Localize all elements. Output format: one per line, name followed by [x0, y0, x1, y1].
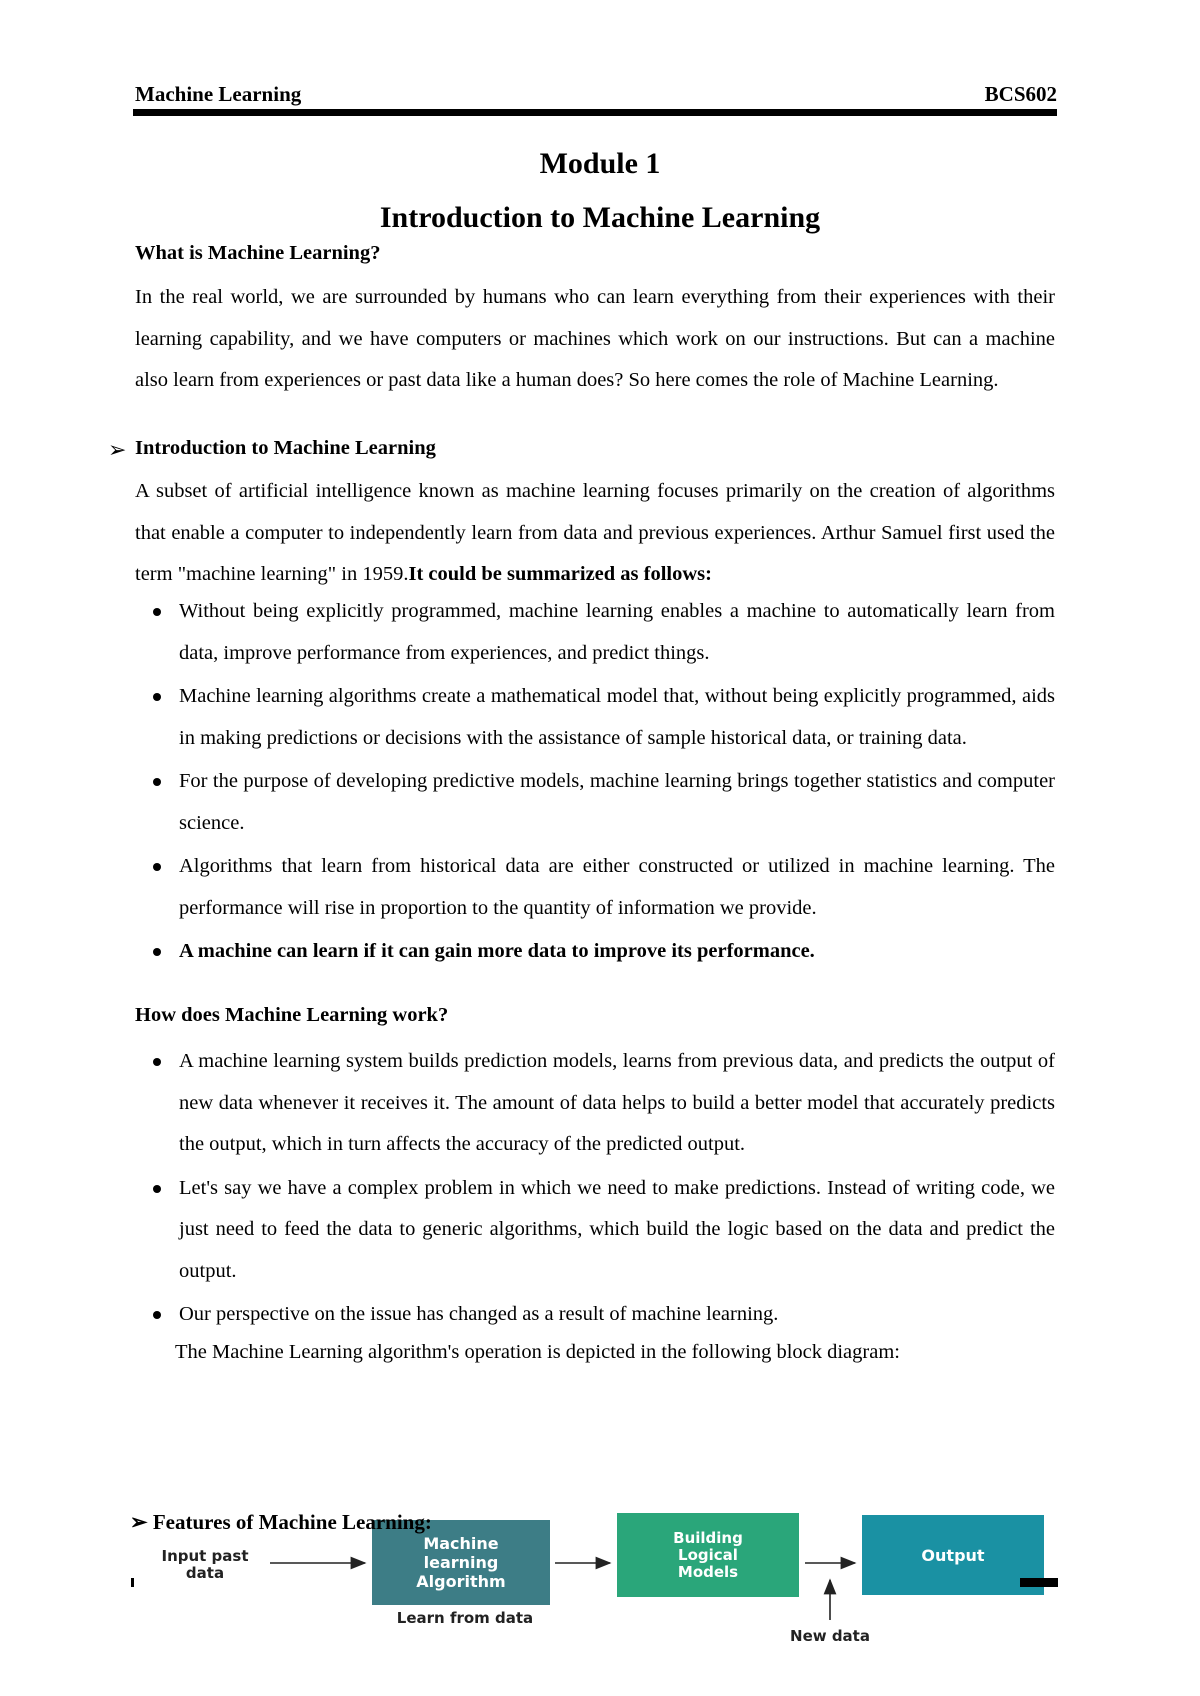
list-item: A machine can learn if it can gain more data to improve its performance. [135, 931, 1055, 973]
how-ml-works-bullet-list [135, 1041, 1055, 1338]
footer-rule-left [131, 1578, 134, 1587]
arrow-bullet-icon: ➢ [108, 437, 127, 462]
list-item: Machine learning algorithms create a mathematical model that, without being explicitly programmed, aids in making predictions or decisions with the assistance of sample historical data, or training data. [135, 676, 1055, 759]
diagram-input-label: Input past data [161, 1547, 249, 1582]
diagram-box-logical-models [617, 1513, 799, 1597]
section-paragraph-intro: A subset of artificial intelligence known as machine learning focuses primarily on the creation of algorithms that enable a computer to independently learn from data and previous experiences. Arthur Samuel first used the term "machine learning" in 1959.It could be summarized as follows: [135, 480, 1055, 585]
diagram-box-ml-algorithm-label: Machine learning Algorithm [416, 1534, 506, 1591]
list-item: Without being explicitly programmed, machine learning enables a machine to automatically learn from data, improve performance from experiences, and predict things. [135, 591, 1055, 674]
summary-lead-in: It could be summarized as follows: [408, 563, 712, 585]
bullet-dot-icon [153, 608, 161, 616]
intro-bullet-list [135, 591, 1055, 975]
diagram-box-output-label: Output [921, 1545, 985, 1565]
diagram-intro-text: The Machine Learning algorithm's operation is depicted in the following block diagram: [175, 1341, 900, 1363]
bullet-dot-icon [153, 693, 161, 701]
bullet-dot-icon [153, 1311, 161, 1319]
section-heading-intro: Introduction to Machine Learning [135, 437, 436, 459]
section-paragraph-what-is-ml: In the real world, we are surrounded by humans who can learn everything from their experiences with their learning capability, and we have computers or machines which work on our instructions. But can a machine also learn from experiences or past data like a human does? So here comes the role of Machine Learning. [135, 286, 1055, 391]
section-heading-how-ml-works: How does Machine Learning work? [135, 1004, 449, 1026]
diagram-learn-label: Learn from data [396, 1609, 534, 1627]
section-heading-what-is-ml: What is Machine Learning? [135, 242, 381, 264]
header-course-code: BCS602 [984, 82, 1057, 106]
list-item: Our perspective on the issue has changed as a result of machine learning. [135, 1294, 1055, 1336]
arrow-bullet-icon: ➢ [130, 1510, 148, 1534]
bullet-dot-icon [153, 778, 161, 786]
list-item: Algorithms that learn from historical data are either constructed or utilized in machine learning. The performance will rise in proportion to the quantity of information we provide. [135, 846, 1055, 929]
bullet-dot-icon [153, 948, 161, 956]
section-heading-features: ➢ Features of Machine Learning: [130, 1510, 432, 1534]
list-item: A machine learning system builds prediction models, learns from previous data, and predicts the output of new data whenever it receives it. The amount of data helps to build a better model that accurately predicts the output, which in turn affects the accuracy of the predicted output. [135, 1041, 1055, 1166]
bullet-dot-icon [153, 1058, 161, 1066]
module-title: Module 1 [539, 147, 661, 180]
diagram-box-output [862, 1515, 1044, 1595]
list-item: For the purpose of developing predictive models, machine learning brings together statistics and computer science. [135, 761, 1055, 844]
bullet-dot-icon [153, 863, 161, 871]
diagram-new-data-label: New data [790, 1627, 870, 1645]
header-course-title: Machine Learning [135, 82, 302, 106]
header-rule [133, 109, 1057, 116]
footer-rule-right [1020, 1578, 1058, 1587]
bullet-dot-icon [153, 1185, 161, 1193]
list-item: Let's say we have a complex problem in which we need to make predictions. Instead of writing code, we just need to feed the data to generic algorithms, which build the logic based on the data and predict the output. [135, 1168, 1055, 1293]
diagram-box-logical-models-label: Building Logical Models [673, 1528, 743, 1581]
chapter-title: Introduction to Machine Learning [379, 201, 821, 234]
